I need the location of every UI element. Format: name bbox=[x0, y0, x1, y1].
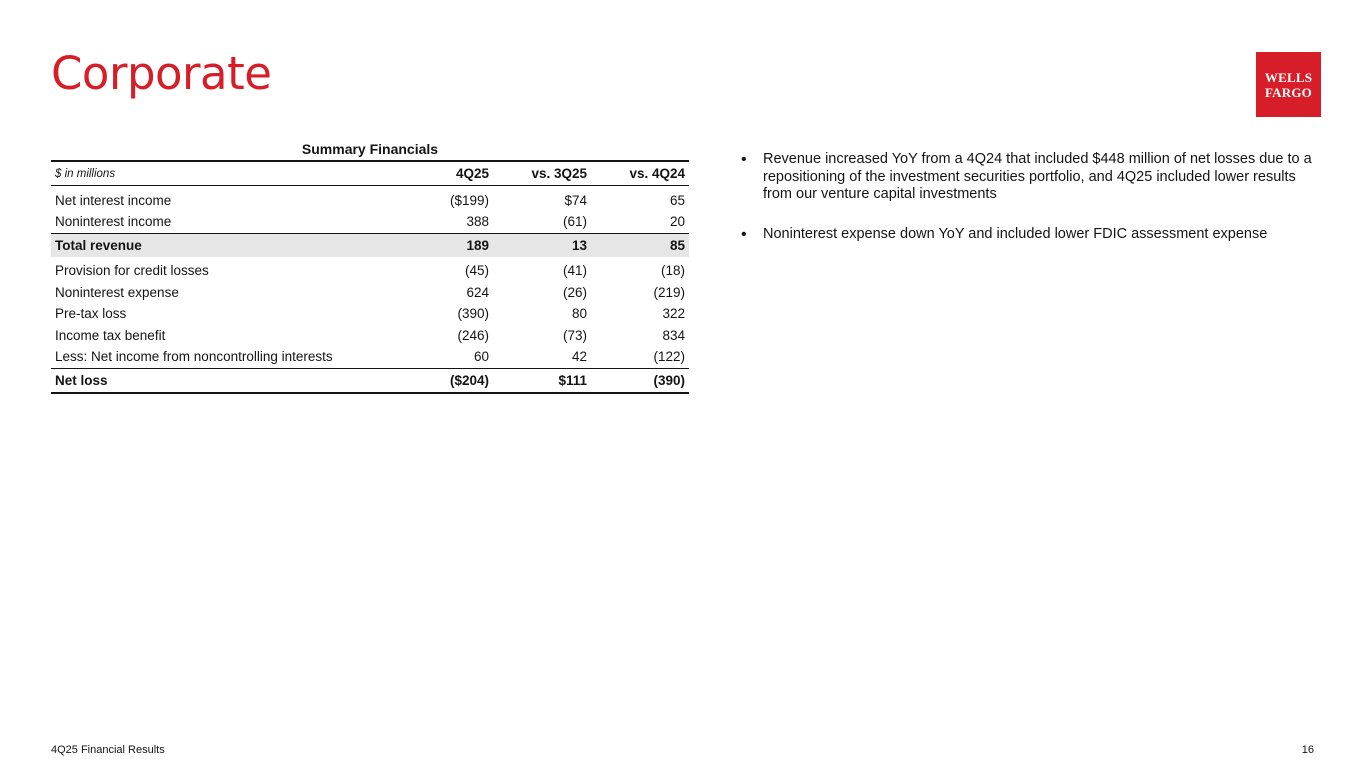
table-row bbox=[51, 325, 689, 347]
table-row bbox=[51, 211, 689, 233]
table-row bbox=[51, 186, 689, 212]
cell-value: 834 bbox=[662, 327, 685, 343]
cell-value: 60 bbox=[473, 349, 489, 365]
cell-value: 189 bbox=[405, 233, 493, 257]
table-title: Summary Financials bbox=[51, 140, 689, 162]
row-label: Net interest income bbox=[55, 192, 172, 208]
page-number: 16 bbox=[1301, 744, 1314, 756]
cell-value: 42 bbox=[571, 349, 587, 365]
cell-value: $74 bbox=[564, 192, 587, 208]
cell-value: (122) bbox=[653, 349, 685, 365]
row-label: Income tax benefit bbox=[55, 327, 166, 343]
page-title: Corporate bbox=[51, 47, 272, 100]
column-header: vs. 3Q25 bbox=[493, 162, 591, 186]
row-label: Provision for credit losses bbox=[55, 263, 209, 278]
cell-value: ($199) bbox=[449, 192, 489, 208]
cell-value: (18) bbox=[660, 263, 685, 278]
cell-value: (390) bbox=[591, 368, 689, 393]
table-row-total-revenue bbox=[51, 233, 689, 257]
cell-value: 388 bbox=[466, 214, 489, 230]
financials-table bbox=[51, 162, 689, 394]
cell-value: 20 bbox=[669, 214, 685, 230]
row-label: Pre-tax loss bbox=[55, 306, 127, 322]
cell-value: 80 bbox=[571, 306, 587, 322]
row-label: Noninterest expense bbox=[55, 284, 179, 300]
table-row bbox=[51, 303, 689, 325]
bullet-item bbox=[741, 151, 1321, 204]
summary-financials bbox=[51, 140, 689, 394]
wells-fargo-logo bbox=[1256, 52, 1321, 117]
row-label: Noninterest income bbox=[55, 214, 172, 230]
cell-value: (73) bbox=[562, 327, 587, 343]
bullet-text: Revenue increased YoY from a 4Q24 that included $448 million of net losses due to a repositioning of the investment securities portfolio, and 4Q25 included lower results from our venture capital investments bbox=[763, 151, 1312, 202]
footer-document-title: 4Q25 Financial Results bbox=[51, 744, 165, 756]
cell-value: (246) bbox=[457, 327, 489, 343]
bullet-dot-icon: • bbox=[741, 151, 747, 168]
cell-value: 624 bbox=[466, 284, 489, 300]
cell-value: $111 bbox=[493, 368, 591, 393]
cell-value: (219) bbox=[653, 284, 685, 300]
logo-line-2: FARGO bbox=[1265, 84, 1312, 100]
table-row bbox=[51, 257, 689, 282]
row-label: Net loss bbox=[51, 368, 405, 393]
cell-value: (26) bbox=[562, 284, 587, 300]
table-header-row bbox=[51, 162, 689, 186]
cell-value: 322 bbox=[662, 306, 685, 322]
cell-value: (390) bbox=[457, 306, 489, 322]
cell-value: 65 bbox=[669, 192, 685, 208]
column-header: 4Q25 bbox=[405, 162, 493, 186]
table-row bbox=[51, 282, 689, 304]
cell-value: 85 bbox=[591, 233, 689, 257]
cell-value: 13 bbox=[493, 233, 591, 257]
logo-line-1: WELLS bbox=[1264, 69, 1313, 85]
bullet-dot-icon: • bbox=[741, 225, 747, 243]
row-label: Total revenue bbox=[51, 233, 405, 257]
row-label: Less: Net income from noncontrolling interests bbox=[55, 349, 333, 365]
cell-value: (45) bbox=[464, 263, 489, 278]
bullet-text: Noninterest expense down YoY and included lower FDIC assessment expense bbox=[763, 225, 1268, 242]
column-header: vs. 4Q24 bbox=[591, 162, 689, 186]
bullet-item bbox=[741, 226, 1321, 244]
units-label: $ in millions bbox=[51, 162, 405, 186]
table-row-net-loss bbox=[51, 368, 689, 393]
commentary-bullets bbox=[741, 151, 1321, 265]
cell-value: ($204) bbox=[405, 368, 493, 393]
table-row bbox=[51, 346, 689, 368]
cell-value: (61) bbox=[562, 214, 587, 230]
cell-value: (41) bbox=[562, 263, 587, 278]
